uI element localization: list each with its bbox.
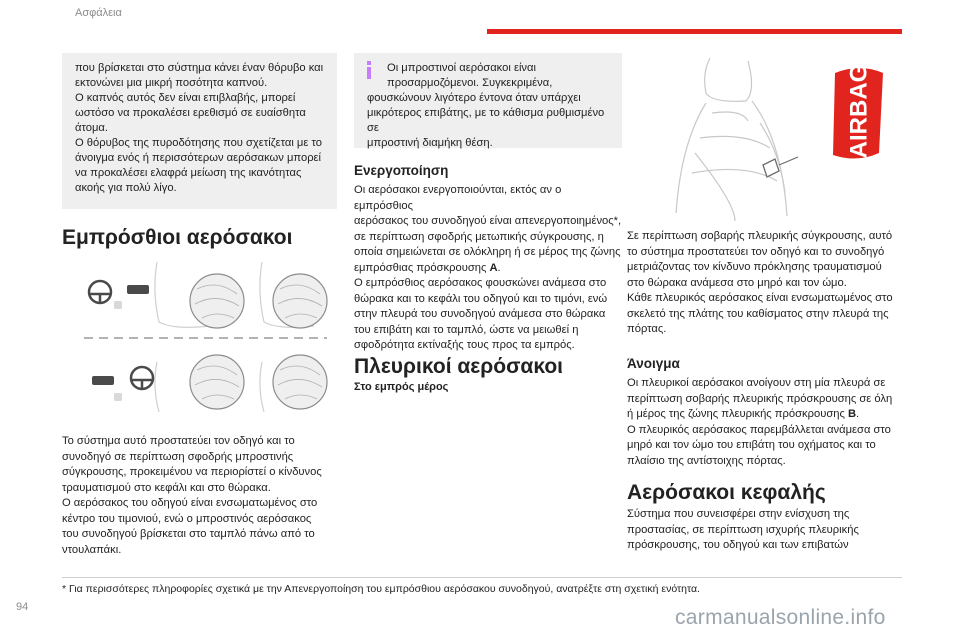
body-line: Ο πλευρικός αερόσακος παρεμβάλλεται ανάμεσα στο xyxy=(627,423,891,436)
side-airbag-seat-diagram xyxy=(640,53,902,221)
header-accent-bar xyxy=(487,29,902,34)
head-airbags-text xyxy=(627,507,902,554)
footnote: * Για περισσότερες πληροφορίες σχετικά με την Απενεργοποίηση του εμπρόσθιου αερόσακου συνοδηγού, ανατρέξτε στη σχετική ενότητα. xyxy=(62,583,700,595)
page-number: 94 xyxy=(16,601,29,613)
body-line: πρόσκρουσης, του οδηγού και των επιβατών xyxy=(627,539,849,551)
body-line: ντουλαπάκι. xyxy=(62,543,122,556)
body-line: πόρτας. xyxy=(627,323,667,335)
head-airbags-heading: Αερόσακοι κεφαλής xyxy=(627,481,826,504)
side-airbags-heading: Πλευρικοί αερόσακοι xyxy=(354,355,564,378)
note-line: ακοής για πολύ λίγο. xyxy=(75,182,177,194)
note-line: άτομα. xyxy=(75,122,108,134)
body-line: πλαίσιο της αντίστοιχης πόρτας. xyxy=(627,454,786,467)
body-line xyxy=(627,407,902,423)
footnote-divider xyxy=(62,577,902,578)
info-line: προσαρμοζόμενοι. Συγκεκριμένα, xyxy=(387,77,553,89)
body-line: θώρακα και το κεφάλι του οδηγού και το τιμόνι, ενώ xyxy=(354,292,608,305)
info-line: μπροστινή διαμήκη θέση. xyxy=(367,137,493,149)
front-airbags-heading: Εμπρόσθιοι αερόσακοι xyxy=(62,226,293,249)
punctuation: . xyxy=(856,408,860,420)
front-airbags-illustration xyxy=(62,254,337,419)
zone-a-label: A xyxy=(489,261,498,274)
activation-text xyxy=(354,183,622,354)
info-line: φουσκώνουν λιγότερο έντονα όταν υπάρχει xyxy=(367,92,581,104)
side-airbag-illustration xyxy=(640,53,902,221)
body-line: συνοδηγό σε περίπτωση σφοδρής μπροστινής xyxy=(62,450,294,463)
body-line: οποία σημειώνεται σε ολόκληρη ή σε μέρος της ζώνης xyxy=(354,246,621,258)
front-airbags-text xyxy=(62,434,337,558)
body-line: Οι αερόσακοι ενεργοποιούνται, εκτός αν ο εμπρόσθιος xyxy=(354,184,562,212)
body-line: Ο αερόσακος του οδηγού είναι ενσωματωμένος στο xyxy=(62,497,318,509)
body-line-text: εμπρόσθιας πρόσκρουσης xyxy=(354,261,490,274)
body-line: μετριάζοντας τον κίνδυνο πρόκλησης τραυματισμού xyxy=(627,261,882,273)
body-line: σύγκρουσης, προκειμένου να περιορίστεί ο κίνδυνος xyxy=(62,466,322,478)
note-line: ωστόσο να προκαλέσει ερεθισμό σε ευαίσθητα xyxy=(75,107,306,119)
body-line: του συνοδηγού βρίσκεται στο ταμπλό πάνω από το xyxy=(62,528,315,540)
section-title: Ασφάλεια xyxy=(75,7,122,19)
adaptive-airbags-info-box xyxy=(354,53,622,148)
body-line: σφοδρότητα εκτίναξής τους προς τα εμπρός. xyxy=(354,339,575,351)
body-line: τραυματισμού στο κεφάλι και στο θώρακα. xyxy=(62,481,271,494)
activation-heading: Ενεργοποίηση xyxy=(354,163,449,178)
zone-b-label: B xyxy=(847,408,857,420)
body-line: Το σύστημα αυτό προστατεύει τον οδηγό και το xyxy=(62,435,295,447)
body-line: Ο εμπρόσθιος αερόσακος φουσκώνει ανάμεσα στο xyxy=(354,277,607,289)
info-line: Οι μπροστινοί αερόσακοι είναι xyxy=(387,62,536,74)
body-line: αερόσακος του συνοδηγού είναι απενεργοποιημένος*, xyxy=(354,215,622,227)
note-line: άνοιγμα ενός ή περισσότερων αερόσακων μπορεί xyxy=(75,152,322,164)
note-line: να προκαλέσει ελαφρά μείωση της ικανότητας xyxy=(75,167,302,179)
body-line: Σε περίπτωση σοβαρής πλευρικής σύγκρουσης, αυτό xyxy=(627,230,893,242)
body-line-text: ή μέρος της ζώνης πλευρικής πρόσκρουσης xyxy=(627,408,848,420)
side-airbags-text xyxy=(627,229,902,338)
body-line: σε περίπτωση σφοδρής μετωπικής σύγκρουσης, η xyxy=(354,230,604,243)
info-icon xyxy=(362,61,376,79)
body-line: στην πλευρά του συνοδηγού ανάμεσα στο θώρακα xyxy=(354,308,606,320)
body-line: Σύστημα που συνεισφέρει στην ενίσχυση της xyxy=(627,508,850,520)
body-line: Κάθε πλευρικός αερόσακος είναι ενσωματωμένος στο xyxy=(627,292,893,304)
watermark: carmanualsonline.info xyxy=(675,606,886,629)
body-line: του επιβάτη και το ταμπλό, ώστε να μειωθεί η xyxy=(354,323,579,336)
body-line: το σύστημα προστατεύει τον οδηγό και το συνοδηγό xyxy=(627,245,885,258)
body-line: κέντρο του τιμονιού, ενώ ο μπροστινός αερόσακος xyxy=(62,512,312,525)
info-line: μικρότερος επιβάτης, με το κάθισμα ρυθμισμένο σε xyxy=(367,107,605,134)
smoke-noise-note-box xyxy=(62,53,337,209)
airbag-tag-label: AIRBAG xyxy=(845,63,873,159)
body-line: Οι πλευρικοί αερόσακοι ανοίγουν στη μία πλευρά σε xyxy=(627,377,886,389)
body-line xyxy=(354,261,622,277)
body-line: περίπτωση σοβαρής πλευρικής πρόσκρουσης σε όλη xyxy=(627,392,893,405)
opening-text xyxy=(627,376,902,469)
note-line: Ο θόρυβος της πυροδότησης που σχετίζεται με το xyxy=(75,137,322,149)
front-airbags-diagram xyxy=(62,254,337,419)
body-line: σκελετό της πλάτης του καθίσματος στην πλευρά της xyxy=(627,307,889,320)
note-line: εκτονώνει μια μικρή ποσότητα καπνού. xyxy=(75,77,268,89)
note-line: που βρίσκεται στο σύστημα κάνει έναν θόρυβο και xyxy=(75,62,324,74)
note-line: Ο καπνός αυτός δεν είναι επιβλαβής, μπορεί xyxy=(75,92,296,104)
opening-heading: Άνοιγμα xyxy=(627,356,680,371)
body-line: προστασίας, σε περίπτωση ισχυρής πλευρικής xyxy=(627,523,859,536)
body-line: στο θώρακα ανάμεσα στο μηρό και τον ώμο. xyxy=(627,276,847,289)
punctuation: . xyxy=(497,261,501,274)
body-line: μηρό και τον ώμο του επιβάτη του οχήματος και το xyxy=(627,439,876,451)
front-part-subheading: Στο εμπρός μέρος xyxy=(354,381,449,393)
